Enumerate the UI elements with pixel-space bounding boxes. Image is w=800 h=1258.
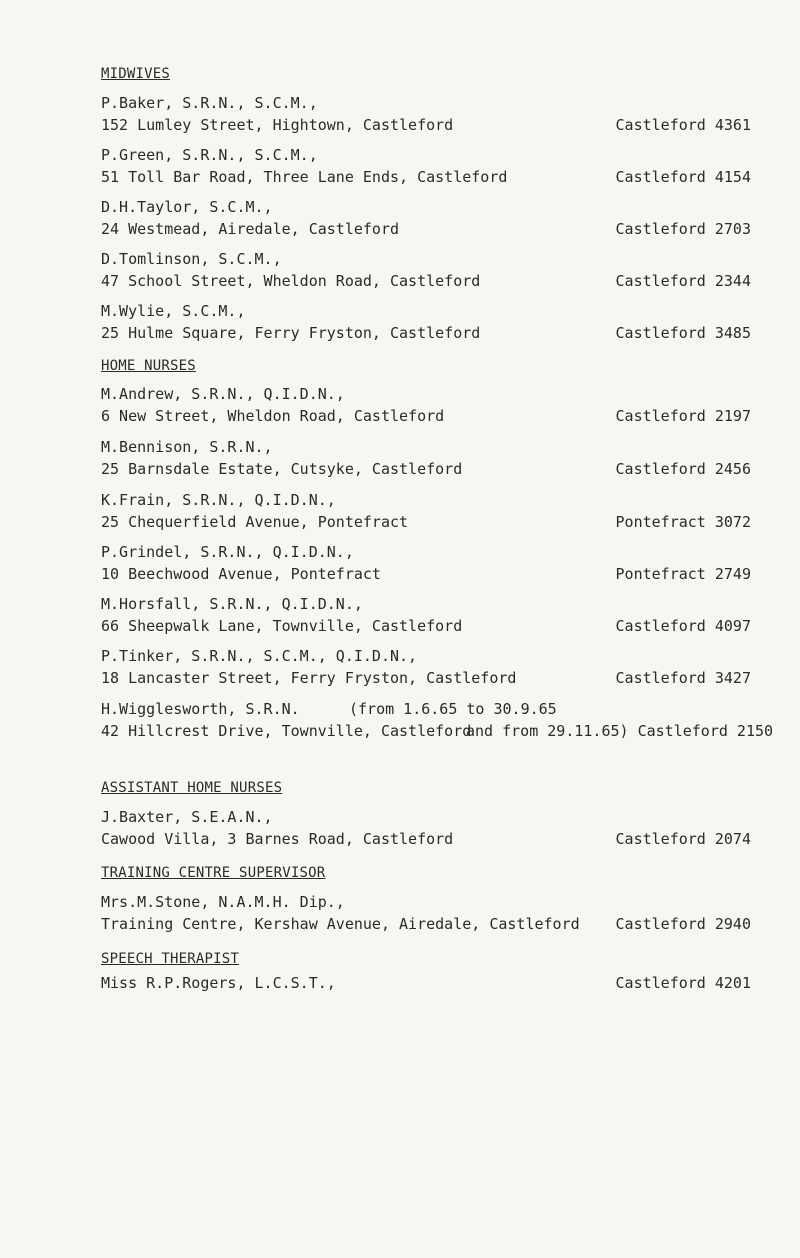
midwife-entry xyxy=(101,248,751,292)
entry-phone: Castleford 2197 xyxy=(615,407,751,425)
entry-name: M.Horsfall, S.R.N., Q.I.D.N., xyxy=(101,595,363,613)
training-centre-supervisor-heading: TRAINING CENTRE SUPERVISOR xyxy=(101,865,326,881)
entry-phone: Castleford 3485 xyxy=(615,324,751,342)
entry-name: Mrs.M.Stone, N.A.M.H. Dip., xyxy=(101,893,345,911)
entry-address: 10 Beechwood Avenue, Pontefract xyxy=(101,565,381,583)
entry-address: 25 Barnsdale Estate, Cutsyke, Castleford xyxy=(101,460,463,478)
home-nurse-entry xyxy=(101,383,751,427)
entry-address: 25 Chequerfield Avenue, Pontefract xyxy=(101,513,409,531)
midwife-entry xyxy=(101,196,751,240)
entry-address: 24 Westmead, Airedale, Castleford xyxy=(101,220,400,238)
entry-address: 51 Toll Bar Road, Three Lane Ends, Castleford xyxy=(101,168,508,186)
home-nurse-entry xyxy=(101,489,751,533)
entry-name: P.Grindel, S.R.N., Q.I.D.N., xyxy=(101,543,354,561)
home-nurses-heading: HOME NURSES xyxy=(101,358,196,374)
midwife-entry xyxy=(101,300,751,344)
entry-phone: Castleford 4361 xyxy=(615,116,751,134)
entry-name: K.Frain, S.R.N., Q.I.D.N., xyxy=(101,491,336,509)
entry-name: M.Andrew, S.R.N., Q.I.D.N., xyxy=(101,385,345,403)
home-nurse-entry xyxy=(101,645,751,689)
entry-address: 47 School Street, Wheldon Road, Castleford xyxy=(101,272,481,290)
entry-address: 152 Lumley Street, Hightown, Castleford xyxy=(101,116,454,134)
entry-address: Training Centre, Kershaw Avenue, Airedale, Castleford xyxy=(101,915,580,933)
entry-phone: Castleford 2074 xyxy=(615,830,751,848)
home-nurse-entry xyxy=(101,593,751,637)
speech-therapist-entry xyxy=(101,972,751,994)
assistant-nurse-entry xyxy=(101,806,751,850)
entry-phone: Castleford 3427 xyxy=(615,669,751,687)
entry-date-note-phone: and from 29.11.65) Castleford 2150 xyxy=(466,722,774,740)
entry-name: Miss R.P.Rogers, L.C.S.T., xyxy=(101,974,336,992)
entry-address: 25 Hulme Square, Ferry Fryston, Castleford xyxy=(101,324,481,342)
midwives-heading: MIDWIVES xyxy=(101,66,171,82)
midwife-entry xyxy=(101,144,751,188)
entry-name: P.Green, S.R.N., S.C.M., xyxy=(101,146,318,164)
entry-name: D.Tomlinson, S.C.M., xyxy=(101,250,282,268)
midwife-entry xyxy=(101,92,751,136)
entry-phone: Pontefract 3072 xyxy=(615,513,751,531)
entry-address: Cawood Villa, 3 Barnes Road, Castleford xyxy=(101,830,454,848)
supervisor-entry xyxy=(101,891,751,935)
home-nurse-entry-wigglesworth xyxy=(101,698,791,742)
entry-phone: Castleford 2703 xyxy=(615,220,751,238)
entry-phone: Castleford 4201 xyxy=(615,974,751,992)
entry-name: H.Wigglesworth, S.R.N. xyxy=(101,700,300,718)
entry-phone: Castleford 2456 xyxy=(615,460,751,478)
entry-address: 42 Hillcrest Drive, Townville, Castleford xyxy=(101,722,472,740)
entry-name: P.Tinker, S.R.N., S.C.M., Q.I.D.N., xyxy=(101,647,418,665)
speech-therapist-heading: SPEECH THERAPIST xyxy=(101,951,240,967)
entry-phone: Castleford 4154 xyxy=(615,168,751,186)
entry-name: P.Baker, S.R.N., S.C.M., xyxy=(101,94,318,112)
entry-name: J.Baxter, S.E.A.N., xyxy=(101,808,273,826)
assistant-home-nurses-heading: ASSISTANT HOME NURSES xyxy=(101,780,283,796)
entry-phone: Castleford 4097 xyxy=(615,617,751,635)
entry-name: M.Bennison, S.R.N., xyxy=(101,438,273,456)
entry-name: M.Wylie, S.C.M., xyxy=(101,302,246,320)
entry-address: 66 Sheepwalk Lane, Townville, Castleford xyxy=(101,617,463,635)
entry-phone: Castleford 2344 xyxy=(615,272,751,290)
entry-date-note: (from 1.6.65 to 30.9.65 xyxy=(349,700,557,718)
entry-phone: Castleford 2940 xyxy=(615,915,751,933)
home-nurse-entry xyxy=(101,541,751,585)
entry-phone: Pontefract 2749 xyxy=(615,565,751,583)
entry-address: 6 New Street, Wheldon Road, Castleford xyxy=(101,407,445,425)
entry-address: 18 Lancaster Street, Ferry Fryston, Castleford xyxy=(101,669,517,687)
entry-name: D.H.Taylor, S.C.M., xyxy=(101,198,273,216)
home-nurse-entry xyxy=(101,436,751,480)
